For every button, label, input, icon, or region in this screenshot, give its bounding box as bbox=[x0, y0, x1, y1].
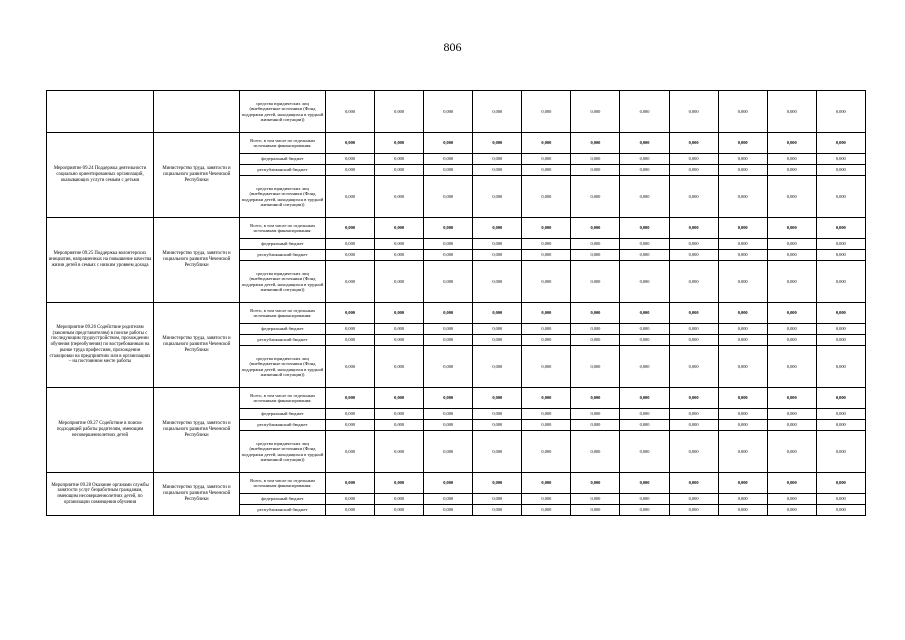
value-cell: 0,000 bbox=[424, 431, 473, 473]
value-cell: 0,000 bbox=[473, 154, 522, 165]
value-cell: 0,000 bbox=[669, 261, 718, 303]
value-cell: 0,000 bbox=[620, 133, 669, 154]
value-cell: 0,000 bbox=[326, 154, 375, 165]
value-cell: 0,000 bbox=[816, 250, 865, 261]
value-cell: 0,000 bbox=[816, 218, 865, 239]
value-cell: 0,000 bbox=[326, 250, 375, 261]
value-cell: 0,000 bbox=[424, 505, 473, 516]
value-cell: 0,000 bbox=[571, 409, 620, 420]
value-cell: 0,000 bbox=[571, 154, 620, 165]
value-cell: 0,000 bbox=[326, 494, 375, 505]
value-cell: 0,000 bbox=[767, 431, 816, 473]
value-cell: 0,000 bbox=[326, 335, 375, 346]
value-cell: 0,000 bbox=[669, 303, 718, 324]
value-cell: 0,000 bbox=[620, 420, 669, 431]
value-cell: 0,000 bbox=[522, 176, 571, 218]
value-cell: 0,000 bbox=[669, 154, 718, 165]
value-cell: 0,000 bbox=[522, 239, 571, 250]
page-number: 806 bbox=[443, 40, 462, 54]
value-cell: 0,000 bbox=[669, 431, 718, 473]
value-cell: 0,000 bbox=[375, 239, 424, 250]
funding-source-cell: республиканский бюджет bbox=[240, 420, 326, 431]
value-cell: 0,000 bbox=[473, 409, 522, 420]
value-cell: 0,000 bbox=[424, 346, 473, 388]
value-cell: 0,000 bbox=[816, 388, 865, 409]
value-cell: 0,000 bbox=[571, 324, 620, 335]
value-cell: 0,000 bbox=[767, 91, 816, 133]
value-cell: 0,000 bbox=[473, 91, 522, 133]
value-cell: 0,000 bbox=[718, 420, 767, 431]
value-cell: 0,000 bbox=[375, 388, 424, 409]
value-cell: 0,000 bbox=[424, 335, 473, 346]
value-cell: 0,000 bbox=[816, 91, 865, 133]
funding-source-cell: средства юридических лиц (внебюджетные источники (Фонд поддержки детей, находящихся в трудной жизненной ситуации)) bbox=[240, 261, 326, 303]
funding-source-cell: Всего, в том числе по отдельным источникам финансирования: bbox=[240, 473, 326, 494]
value-cell: 0,000 bbox=[326, 431, 375, 473]
value-cell: 0,000 bbox=[816, 431, 865, 473]
funding-source-cell: средства юридических лиц (внебюджетные источники (Фонд поддержки детей, находящихся в трудной жизненной ситуации)) bbox=[240, 176, 326, 218]
value-cell: 0,000 bbox=[816, 346, 865, 388]
value-cell: 0,000 bbox=[375, 420, 424, 431]
value-cell: 0,000 bbox=[375, 154, 424, 165]
value-cell: 0,000 bbox=[326, 133, 375, 154]
value-cell: 0,000 bbox=[571, 250, 620, 261]
value-cell: 0,000 bbox=[571, 431, 620, 473]
value-cell: 0,000 bbox=[473, 346, 522, 388]
value-cell: 0,000 bbox=[620, 324, 669, 335]
value-cell: 0,000 bbox=[620, 176, 669, 218]
value-cell: 0,000 bbox=[816, 505, 865, 516]
value-cell: 0,000 bbox=[669, 133, 718, 154]
value-cell: 0,000 bbox=[473, 303, 522, 324]
value-cell: 0,000 bbox=[375, 218, 424, 239]
responsible-cell: Министерство труда, занятости и социального развития Чеченской Республики bbox=[154, 388, 240, 473]
measure-cell bbox=[47, 91, 154, 133]
funding-source-cell: Всего, в том числе по отдельным источникам финансирования: bbox=[240, 218, 326, 239]
value-cell: 0,000 bbox=[473, 388, 522, 409]
value-cell: 0,000 bbox=[620, 154, 669, 165]
value-cell: 0,000 bbox=[522, 346, 571, 388]
value-cell: 0,000 bbox=[473, 133, 522, 154]
value-cell: 0,000 bbox=[767, 176, 816, 218]
table-row bbox=[47, 303, 866, 324]
value-cell: 0,000 bbox=[522, 218, 571, 239]
value-cell: 0,000 bbox=[767, 218, 816, 239]
value-cell: 0,000 bbox=[718, 324, 767, 335]
value-cell: 0,000 bbox=[816, 420, 865, 431]
value-cell: 0,000 bbox=[424, 494, 473, 505]
value-cell: 0,000 bbox=[620, 218, 669, 239]
measure-cell: Мероприятие 09.26 Содействие родителям (законным представителям) в поиске работы с последующим трудоустройством, прохождении обучения (переобучения) по востребованным на рынке труда профессиям, прохождении стажировки на предприятиях или в организациях – на постоянном месте работы bbox=[47, 303, 154, 388]
value-cell: 0,000 bbox=[522, 250, 571, 261]
measure-cell: Мероприятие 09.25 Поддержка волонтерских инициатив, направленных на повышение качества жизни детей в семьях с низким уровнем дохода bbox=[47, 218, 154, 303]
value-cell: 0,000 bbox=[522, 303, 571, 324]
value-cell: 0,000 bbox=[571, 505, 620, 516]
responsible-cell: Министерство труда, занятости и социального развития Чеченской Республики bbox=[154, 473, 240, 516]
value-cell: 0,000 bbox=[718, 250, 767, 261]
value-cell: 0,000 bbox=[571, 473, 620, 494]
table-row bbox=[47, 133, 866, 154]
value-cell: 0,000 bbox=[424, 239, 473, 250]
value-cell: 0,000 bbox=[767, 154, 816, 165]
responsible-cell: Министерство труда, занятости и социального развития Чеченской Республики bbox=[154, 303, 240, 388]
value-cell: 0,000 bbox=[326, 303, 375, 324]
value-cell: 0,000 bbox=[375, 250, 424, 261]
value-cell: 0,000 bbox=[816, 154, 865, 165]
value-cell: 0,000 bbox=[522, 91, 571, 133]
value-cell: 0,000 bbox=[571, 335, 620, 346]
value-cell: 0,000 bbox=[522, 505, 571, 516]
value-cell: 0,000 bbox=[424, 133, 473, 154]
funding-source-cell: федеральный бюджет bbox=[240, 239, 326, 250]
value-cell: 0,000 bbox=[375, 431, 424, 473]
value-cell: 0,000 bbox=[816, 133, 865, 154]
value-cell: 0,000 bbox=[620, 473, 669, 494]
value-cell: 0,000 bbox=[522, 324, 571, 335]
value-cell: 0,000 bbox=[522, 388, 571, 409]
value-cell: 0,000 bbox=[522, 154, 571, 165]
value-cell: 0,000 bbox=[669, 218, 718, 239]
value-cell: 0,000 bbox=[620, 409, 669, 420]
value-cell: 0,000 bbox=[473, 431, 522, 473]
value-cell: 0,000 bbox=[571, 420, 620, 431]
value-cell: 0,000 bbox=[620, 250, 669, 261]
funding-source-cell: средства юридических лиц (внебюджетные источники (Фонд поддержки детей, находящихся в трудной жизненной ситуации)) bbox=[240, 91, 326, 133]
value-cell: 0,000 bbox=[375, 473, 424, 494]
value-cell: 0,000 bbox=[473, 176, 522, 218]
value-cell: 0,000 bbox=[767, 494, 816, 505]
value-cell: 0,000 bbox=[816, 176, 865, 218]
value-cell: 0,000 bbox=[669, 346, 718, 388]
value-cell: 0,000 bbox=[718, 388, 767, 409]
funding-source-cell: Всего, в том числе по отдельным источникам финансирования: bbox=[240, 303, 326, 324]
measure-cell: Мероприятие 09.28 Оказание органами службы занятости услуг безработным гражданам, имеющим несовершеннолетних детей, по организации совмещения обучения bbox=[47, 473, 154, 516]
funding-source-cell: федеральный бюджет bbox=[240, 494, 326, 505]
value-cell: 0,000 bbox=[767, 335, 816, 346]
responsible-cell: Министерство труда, занятости и социального развития Чеченской Республики bbox=[154, 218, 240, 303]
value-cell: 0,000 bbox=[718, 473, 767, 494]
value-cell: 0,000 bbox=[522, 431, 571, 473]
value-cell: 0,000 bbox=[473, 250, 522, 261]
value-cell: 0,000 bbox=[669, 91, 718, 133]
value-cell: 0,000 bbox=[424, 261, 473, 303]
value-cell: 0,000 bbox=[424, 409, 473, 420]
value-cell: 0,000 bbox=[620, 335, 669, 346]
value-cell: 0,000 bbox=[718, 431, 767, 473]
table-row bbox=[47, 218, 866, 239]
value-cell: 0,000 bbox=[326, 218, 375, 239]
funding-source-cell: Всего, в том числе по отдельным источникам финансирования: bbox=[240, 388, 326, 409]
value-cell: 0,000 bbox=[326, 388, 375, 409]
value-cell: 0,000 bbox=[767, 505, 816, 516]
value-cell: 0,000 bbox=[424, 218, 473, 239]
value-cell: 0,000 bbox=[816, 324, 865, 335]
value-cell: 0,000 bbox=[620, 165, 669, 176]
financing-table bbox=[46, 90, 866, 516]
value-cell: 0,000 bbox=[473, 473, 522, 494]
value-cell: 0,000 bbox=[620, 494, 669, 505]
value-cell: 0,000 bbox=[473, 335, 522, 346]
value-cell: 0,000 bbox=[718, 239, 767, 250]
value-cell: 0,000 bbox=[669, 494, 718, 505]
table-row bbox=[47, 473, 866, 494]
value-cell: 0,000 bbox=[571, 239, 620, 250]
value-cell: 0,000 bbox=[571, 91, 620, 133]
funding-source-cell: республиканский бюджет bbox=[240, 250, 326, 261]
responsible-cell bbox=[154, 91, 240, 133]
value-cell: 0,000 bbox=[669, 324, 718, 335]
measure-cell: Мероприятие 09.24 Поддержка деятельности социально ориентированных организаций, оказывающих услуги семьям с детьми bbox=[47, 133, 154, 218]
table-row bbox=[47, 91, 866, 133]
value-cell: 0,000 bbox=[375, 335, 424, 346]
value-cell: 0,000 bbox=[669, 420, 718, 431]
value-cell: 0,000 bbox=[326, 505, 375, 516]
value-cell: 0,000 bbox=[816, 239, 865, 250]
value-cell: 0,000 bbox=[375, 409, 424, 420]
value-cell: 0,000 bbox=[816, 473, 865, 494]
value-cell: 0,000 bbox=[522, 494, 571, 505]
value-cell: 0,000 bbox=[767, 324, 816, 335]
value-cell: 0,000 bbox=[424, 303, 473, 324]
value-cell: 0,000 bbox=[571, 165, 620, 176]
value-cell: 0,000 bbox=[816, 494, 865, 505]
value-cell: 0,000 bbox=[326, 165, 375, 176]
value-cell: 0,000 bbox=[571, 494, 620, 505]
value-cell: 0,000 bbox=[718, 346, 767, 388]
value-cell: 0,000 bbox=[424, 165, 473, 176]
funding-source-cell: Всего, в том числе по отдельным источникам финансирования: bbox=[240, 133, 326, 154]
value-cell: 0,000 bbox=[718, 303, 767, 324]
value-cell: 0,000 bbox=[473, 505, 522, 516]
table-row bbox=[47, 388, 866, 409]
value-cell: 0,000 bbox=[718, 409, 767, 420]
value-cell: 0,000 bbox=[424, 91, 473, 133]
value-cell: 0,000 bbox=[767, 473, 816, 494]
value-cell: 0,000 bbox=[620, 303, 669, 324]
value-cell: 0,000 bbox=[571, 218, 620, 239]
value-cell: 0,000 bbox=[669, 505, 718, 516]
value-cell: 0,000 bbox=[424, 176, 473, 218]
value-cell: 0,000 bbox=[816, 335, 865, 346]
value-cell: 0,000 bbox=[424, 420, 473, 431]
funding-source-cell: федеральный бюджет bbox=[240, 409, 326, 420]
value-cell: 0,000 bbox=[669, 165, 718, 176]
value-cell: 0,000 bbox=[767, 388, 816, 409]
value-cell: 0,000 bbox=[816, 165, 865, 176]
value-cell: 0,000 bbox=[571, 176, 620, 218]
value-cell: 0,000 bbox=[718, 165, 767, 176]
value-cell: 0,000 bbox=[326, 409, 375, 420]
value-cell: 0,000 bbox=[669, 239, 718, 250]
value-cell: 0,000 bbox=[326, 420, 375, 431]
value-cell: 0,000 bbox=[571, 303, 620, 324]
value-cell: 0,000 bbox=[718, 261, 767, 303]
value-cell: 0,000 bbox=[375, 505, 424, 516]
value-cell: 0,000 bbox=[522, 335, 571, 346]
value-cell: 0,000 bbox=[669, 388, 718, 409]
value-cell: 0,000 bbox=[522, 133, 571, 154]
value-cell: 0,000 bbox=[375, 176, 424, 218]
value-cell: 0,000 bbox=[522, 473, 571, 494]
value-cell: 0,000 bbox=[424, 324, 473, 335]
value-cell: 0,000 bbox=[718, 335, 767, 346]
value-cell: 0,000 bbox=[718, 133, 767, 154]
value-cell: 0,000 bbox=[767, 239, 816, 250]
value-cell: 0,000 bbox=[669, 176, 718, 218]
value-cell: 0,000 bbox=[424, 154, 473, 165]
value-cell: 0,000 bbox=[767, 250, 816, 261]
value-cell: 0,000 bbox=[767, 409, 816, 420]
value-cell: 0,000 bbox=[326, 176, 375, 218]
value-cell: 0,000 bbox=[326, 261, 375, 303]
value-cell: 0,000 bbox=[326, 346, 375, 388]
value-cell: 0,000 bbox=[473, 420, 522, 431]
value-cell: 0,000 bbox=[718, 154, 767, 165]
value-cell: 0,000 bbox=[718, 91, 767, 133]
value-cell: 0,000 bbox=[326, 473, 375, 494]
value-cell: 0,000 bbox=[326, 324, 375, 335]
value-cell: 0,000 bbox=[375, 324, 424, 335]
value-cell: 0,000 bbox=[571, 346, 620, 388]
value-cell: 0,000 bbox=[571, 133, 620, 154]
value-cell: 0,000 bbox=[816, 409, 865, 420]
value-cell: 0,000 bbox=[669, 473, 718, 494]
value-cell: 0,000 bbox=[473, 324, 522, 335]
value-cell: 0,000 bbox=[473, 261, 522, 303]
funding-source-cell: республиканский бюджет bbox=[240, 165, 326, 176]
value-cell: 0,000 bbox=[620, 346, 669, 388]
value-cell: 0,000 bbox=[620, 239, 669, 250]
value-cell: 0,000 bbox=[375, 346, 424, 388]
value-cell: 0,000 bbox=[375, 91, 424, 133]
value-cell: 0,000 bbox=[718, 176, 767, 218]
value-cell: 0,000 bbox=[424, 388, 473, 409]
measure-cell: Мероприятие 09.27 Содействие в поиске подходящей работы родителям, имеющим несовершеннолетних детей bbox=[47, 388, 154, 473]
responsible-cell: Министерство труда, занятости и социального развития Чеченской Республики bbox=[154, 133, 240, 218]
value-cell: 0,000 bbox=[669, 250, 718, 261]
value-cell: 0,000 bbox=[326, 91, 375, 133]
value-cell: 0,000 bbox=[375, 261, 424, 303]
value-cell: 0,000 bbox=[767, 303, 816, 324]
value-cell: 0,000 bbox=[424, 250, 473, 261]
value-cell: 0,000 bbox=[620, 388, 669, 409]
value-cell: 0,000 bbox=[767, 261, 816, 303]
value-cell: 0,000 bbox=[571, 388, 620, 409]
funding-source-cell: средства юридических лиц (внебюджетные источники (Фонд поддержки детей, находящихся в трудной жизненной ситуации)) bbox=[240, 431, 326, 473]
funding-source-cell: федеральный бюджет bbox=[240, 154, 326, 165]
value-cell: 0,000 bbox=[424, 473, 473, 494]
value-cell: 0,000 bbox=[571, 261, 620, 303]
value-cell: 0,000 bbox=[767, 133, 816, 154]
value-cell: 0,000 bbox=[767, 346, 816, 388]
value-cell: 0,000 bbox=[473, 218, 522, 239]
value-cell: 0,000 bbox=[620, 505, 669, 516]
value-cell: 0,000 bbox=[522, 409, 571, 420]
value-cell: 0,000 bbox=[816, 261, 865, 303]
value-cell: 0,000 bbox=[375, 303, 424, 324]
funding-source-cell: республиканский бюджет bbox=[240, 505, 326, 516]
value-cell: 0,000 bbox=[326, 239, 375, 250]
value-cell: 0,000 bbox=[718, 218, 767, 239]
value-cell: 0,000 bbox=[718, 494, 767, 505]
funding-source-cell: федеральный бюджет bbox=[240, 324, 326, 335]
value-cell: 0,000 bbox=[816, 303, 865, 324]
value-cell: 0,000 bbox=[522, 420, 571, 431]
value-cell: 0,000 bbox=[375, 494, 424, 505]
value-cell: 0,000 bbox=[473, 239, 522, 250]
value-cell: 0,000 bbox=[375, 133, 424, 154]
funding-source-cell: республиканский бюджет bbox=[240, 335, 326, 346]
value-cell: 0,000 bbox=[522, 165, 571, 176]
value-cell: 0,000 bbox=[375, 165, 424, 176]
value-cell: 0,000 bbox=[669, 409, 718, 420]
value-cell: 0,000 bbox=[473, 494, 522, 505]
value-cell: 0,000 bbox=[620, 431, 669, 473]
value-cell: 0,000 bbox=[522, 261, 571, 303]
value-cell: 0,000 bbox=[767, 420, 816, 431]
value-cell: 0,000 bbox=[620, 261, 669, 303]
value-cell: 0,000 bbox=[669, 335, 718, 346]
value-cell: 0,000 bbox=[620, 91, 669, 133]
value-cell: 0,000 bbox=[718, 505, 767, 516]
funding-source-cell: средства юридических лиц (внебюджетные источники (Фонд поддержки детей, находящихся в трудной жизненной ситуации)) bbox=[240, 346, 326, 388]
value-cell: 0,000 bbox=[473, 165, 522, 176]
value-cell: 0,000 bbox=[767, 165, 816, 176]
